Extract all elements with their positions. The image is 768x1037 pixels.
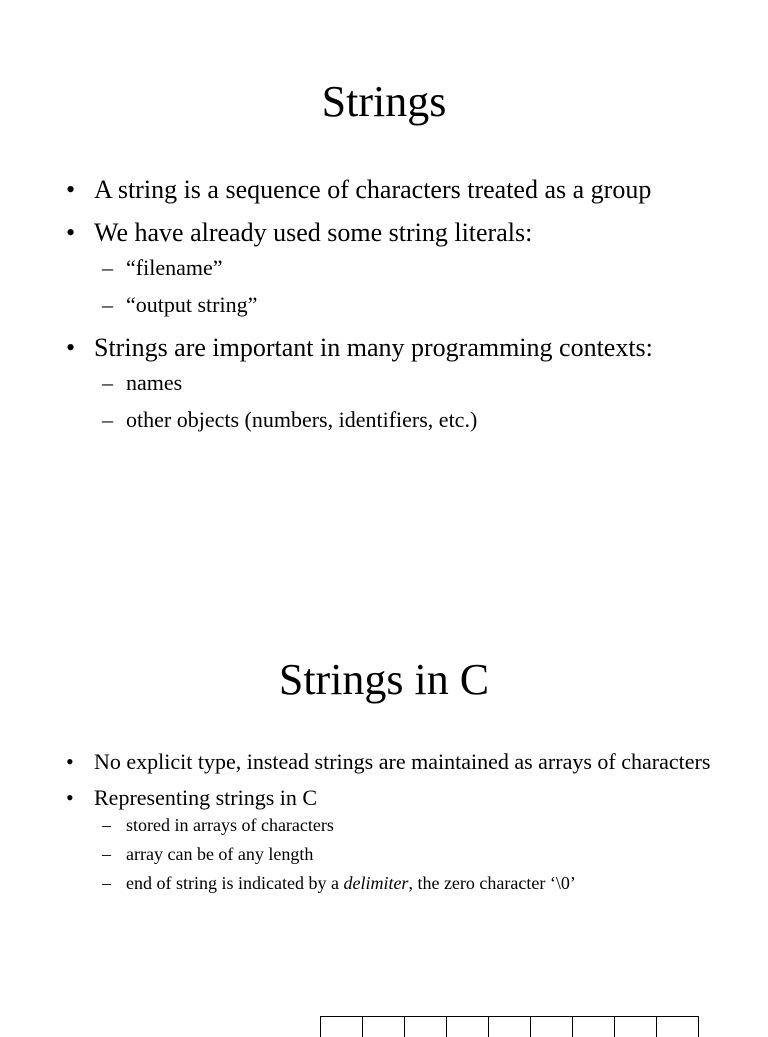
- bullet-text: We have already used some string literals:: [94, 218, 533, 247]
- bullet-item: [66, 215, 726, 323]
- sub-text-before: end of string is indicated by a: [126, 873, 344, 893]
- slide-title: Strings in C: [278, 655, 490, 704]
- sub-item: [94, 869, 726, 898]
- bullet-text: Representing strings in C: [94, 785, 318, 810]
- bullet-text: A string is a sequence of characters treated as a group: [94, 175, 652, 204]
- sub-text: array can be of any length: [126, 844, 314, 864]
- sub-text: “output string”: [126, 292, 258, 317]
- sub-list: [94, 811, 726, 898]
- bullet-icon: •: [66, 785, 74, 810]
- delimiter-emphasis: delimiter: [343, 873, 409, 893]
- array-cell: [489, 1017, 531, 1037]
- bullet-item: [66, 747, 726, 777]
- bullet-text: No explicit type, instead strings are maintained as arrays of characters: [94, 749, 711, 774]
- bullet-item: [66, 330, 726, 438]
- dash-icon: –: [102, 873, 111, 893]
- bullet-icon: •: [66, 218, 76, 247]
- array-cell: [615, 1017, 657, 1037]
- sub-item: [94, 249, 726, 286]
- bullet-icon: •: [66, 749, 74, 774]
- sub-list: [94, 364, 726, 438]
- bullet-text: Strings are important in many programming contexts:: [94, 333, 653, 362]
- sub-text: other objects (numbers, identifiers, etc.): [126, 407, 478, 432]
- sub-item: [94, 811, 726, 840]
- sub-list: [94, 249, 726, 323]
- dash-icon: –: [102, 407, 113, 432]
- char-array-table: [320, 1016, 699, 1037]
- bullet-item: [66, 172, 726, 208]
- array-cell: [363, 1017, 405, 1037]
- dash-icon: –: [102, 815, 111, 835]
- slide-strings-in-c: [0, 560, 768, 1024]
- sub-item: [94, 840, 726, 869]
- array-cell: [447, 1017, 489, 1037]
- array-cell: [531, 1017, 573, 1037]
- array-cell: [405, 1017, 447, 1037]
- sub-text: names: [126, 370, 183, 395]
- bullet-list: [66, 172, 726, 445]
- bullet-list: [66, 747, 726, 904]
- sub-item: [94, 364, 726, 401]
- dash-icon: –: [102, 844, 111, 864]
- sub-item: [94, 401, 726, 438]
- dash-icon: –: [102, 292, 113, 317]
- sub-text-after: , the zero character ‘\0’: [408, 873, 576, 893]
- sub-item: [94, 286, 726, 323]
- dash-icon: –: [102, 255, 113, 280]
- bullet-icon: •: [66, 333, 76, 362]
- bullet-item: [66, 783, 726, 898]
- bullet-icon: •: [66, 175, 76, 204]
- sub-text: stored in arrays of characters: [126, 815, 334, 835]
- array-cell: [321, 1017, 363, 1037]
- slide-title: Strings: [321, 77, 447, 126]
- array-cell: [657, 1017, 699, 1037]
- array-cell: [573, 1017, 615, 1037]
- sub-text: “filename”: [126, 255, 223, 280]
- dash-icon: –: [102, 370, 113, 395]
